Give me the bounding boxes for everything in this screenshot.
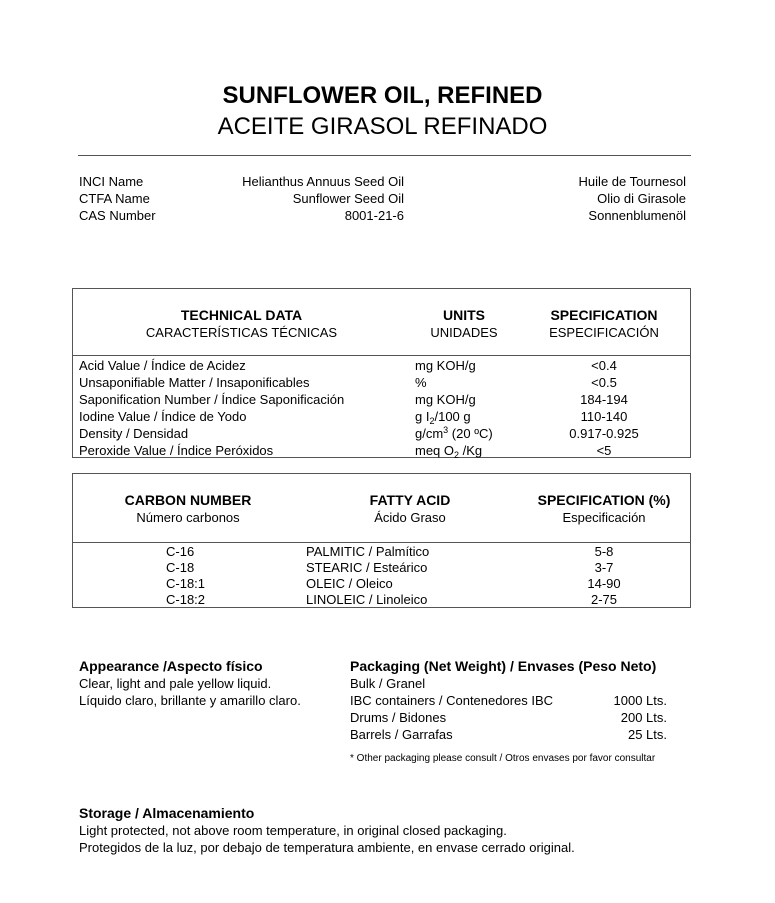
- carbon-number: C-18:2: [166, 592, 206, 607]
- parameter-spec: <0.4: [591, 358, 617, 373]
- header-es: Especificación: [562, 510, 646, 525]
- packaging-note: * Other packaging please consult / Otros envases por favor consultar: [350, 753, 656, 764]
- parameter-spec: 110-140: [580, 409, 628, 424]
- table-row: [73, 559, 690, 576]
- table-row: [73, 374, 690, 391]
- appearance-section: [79, 658, 301, 709]
- name-grid: [79, 173, 689, 224]
- parameter-unit: [415, 425, 493, 442]
- appearance-line: Clear, light and pale yellow liquid.: [79, 676, 272, 691]
- name-label: INCI Name: [79, 174, 144, 189]
- header-en: TECHNICAL DATA: [180, 307, 303, 323]
- specification-header: [532, 307, 676, 341]
- parameter-unit: [415, 442, 482, 459]
- name-row: [79, 173, 689, 190]
- packaging-label: Barrels / Garrafas: [350, 727, 453, 742]
- unit-part: g I: [415, 409, 430, 424]
- unit-subscript: 2: [454, 450, 460, 460]
- parameter-name: Unsaponifiable Matter / Insaponificables: [79, 375, 310, 390]
- unit-part: meq O: [415, 443, 455, 458]
- name-label: CTFA Name: [79, 191, 150, 206]
- header-en: UNITS: [443, 307, 485, 323]
- unit-subscript: 2: [429, 416, 435, 426]
- parameter-spec: 0.917-0.925: [569, 426, 639, 441]
- name-translation: Sonnenblumenöl: [588, 208, 686, 223]
- carbon-number-header: [95, 492, 281, 526]
- parameter-name: Iodine Value / Índice de Yodo: [79, 409, 247, 424]
- unit-part: g/cm: [415, 426, 444, 441]
- header-es: UNIDADES: [430, 325, 498, 340]
- parameter-unit: [415, 408, 471, 425]
- page-title: SUNFLOWER OIL, REFINED: [222, 82, 543, 109]
- table-row: [73, 391, 690, 408]
- table-row: [73, 591, 690, 608]
- name-row: [79, 190, 689, 207]
- fatty-acid-spec: 5-8: [594, 544, 614, 559]
- packaging-item: [350, 675, 680, 692]
- fatty-acid-spec: 14-90: [587, 576, 621, 591]
- table-row: [73, 543, 690, 560]
- fatty-acid-name: STEARIC / Esteárico: [306, 560, 428, 575]
- storage-line: Light protected, not above room temperature, in original closed packaging.: [79, 823, 507, 838]
- header-es: Número carbonos: [136, 510, 240, 525]
- table-row: [73, 442, 690, 459]
- name-value: Helianthus Annuus Seed Oil: [242, 174, 404, 189]
- fatty-acid-spec: 3-7: [594, 560, 614, 575]
- header-en: SPECIFICATION: [550, 307, 658, 323]
- packaging-label: IBC containers / Contenedores IBC: [350, 693, 554, 708]
- appearance-line: Líquido claro, brillante y amarillo claro.: [79, 693, 301, 708]
- packaging-label: Bulk / Granel: [350, 676, 426, 691]
- parameter-name: Saponification Number / Índice Saponificación: [79, 392, 345, 407]
- technical-data-header: [73, 307, 410, 341]
- parameter-spec: 184-194: [580, 392, 628, 407]
- packaging-label: Drums / Bidones: [350, 710, 447, 725]
- header-es: ESPECIFICACIÓN: [549, 325, 659, 340]
- name-label: CAS Number: [79, 208, 156, 223]
- name-value: 8001-21-6: [344, 208, 404, 223]
- fatty-acid-name: PALMITIC / Palmítico: [306, 544, 430, 559]
- packaging-heading: Packaging (Net Weight) / Envases (Peso Neto): [350, 658, 657, 674]
- name-row: [79, 207, 689, 224]
- appearance-heading: Appearance /Aspecto físico: [79, 658, 263, 674]
- header-en: SPECIFICATION (%): [537, 492, 671, 508]
- table-row: [73, 575, 690, 592]
- storage-section: [79, 805, 575, 856]
- fatty-acid-spec: 2-75: [590, 592, 618, 607]
- carbon-number: C-18: [166, 560, 195, 575]
- unit-part: (20 ºC): [448, 426, 493, 441]
- parameter-unit: mg KOH/g: [415, 392, 476, 407]
- header-es: Ácido Graso: [374, 510, 446, 525]
- carbon-number: C-16: [166, 544, 195, 559]
- name-translation: Huile de Tournesol: [578, 174, 686, 189]
- name-translation: Olio di Girasole: [597, 191, 686, 206]
- parameter-spec: <0.5: [591, 375, 617, 390]
- storage-line: Protegidos de la luz, por debajo de temperatura ambiente, en envase cerrado original.: [79, 840, 575, 855]
- unit-part: /100 g: [434, 409, 471, 424]
- packaging-item: [350, 709, 680, 726]
- parameter-name: Acid Value / Índice de Acidez: [79, 358, 246, 373]
- unit-superscript: 3: [443, 425, 449, 435]
- storage-heading: Storage / Almacenamiento: [79, 805, 255, 821]
- header-es: CARACTERÍSTICAS TÉCNICAS: [145, 325, 338, 340]
- fatty-acid-table: [72, 473, 691, 608]
- fatty-acid-name: LINOLEIC / Linoleico: [306, 592, 428, 607]
- packaging-item: [350, 726, 680, 743]
- packaging-section: [350, 658, 680, 764]
- unit-part: /Kg: [459, 443, 483, 458]
- name-value: Sunflower Seed Oil: [292, 191, 404, 206]
- fatty-acid-header: [338, 492, 482, 526]
- parameter-name: Density / Densidad: [79, 426, 189, 441]
- parameter-unit: %: [415, 375, 427, 390]
- packaging-amount: 25 Lts.: [627, 727, 667, 742]
- table-row: [73, 408, 690, 425]
- fatty-spec-header: [518, 492, 690, 526]
- header-en: FATTY ACID: [369, 492, 451, 508]
- technical-data-table: [72, 288, 691, 458]
- packaging-amount: 200 Lts.: [620, 710, 667, 725]
- parameter-spec: <5: [596, 443, 612, 458]
- packaging-item: [350, 692, 680, 709]
- table-row: [73, 425, 690, 442]
- table-divider: [73, 355, 690, 356]
- header-en: CARBON NUMBER: [124, 492, 252, 508]
- table-row: [73, 357, 690, 374]
- title-divider: [78, 155, 691, 156]
- parameter-unit: mg KOH/g: [415, 358, 476, 373]
- units-header: [406, 307, 522, 341]
- fatty-acid-name: OLEIC / Oleico: [306, 576, 393, 591]
- page-subtitle: ACEITE GIRASOL REFINADO: [217, 113, 548, 140]
- carbon-number: C-18:1: [166, 576, 206, 591]
- parameter-name: Peroxide Value / Índice Peróxidos: [79, 443, 274, 458]
- packaging-amount: 1000 Lts.: [613, 693, 667, 708]
